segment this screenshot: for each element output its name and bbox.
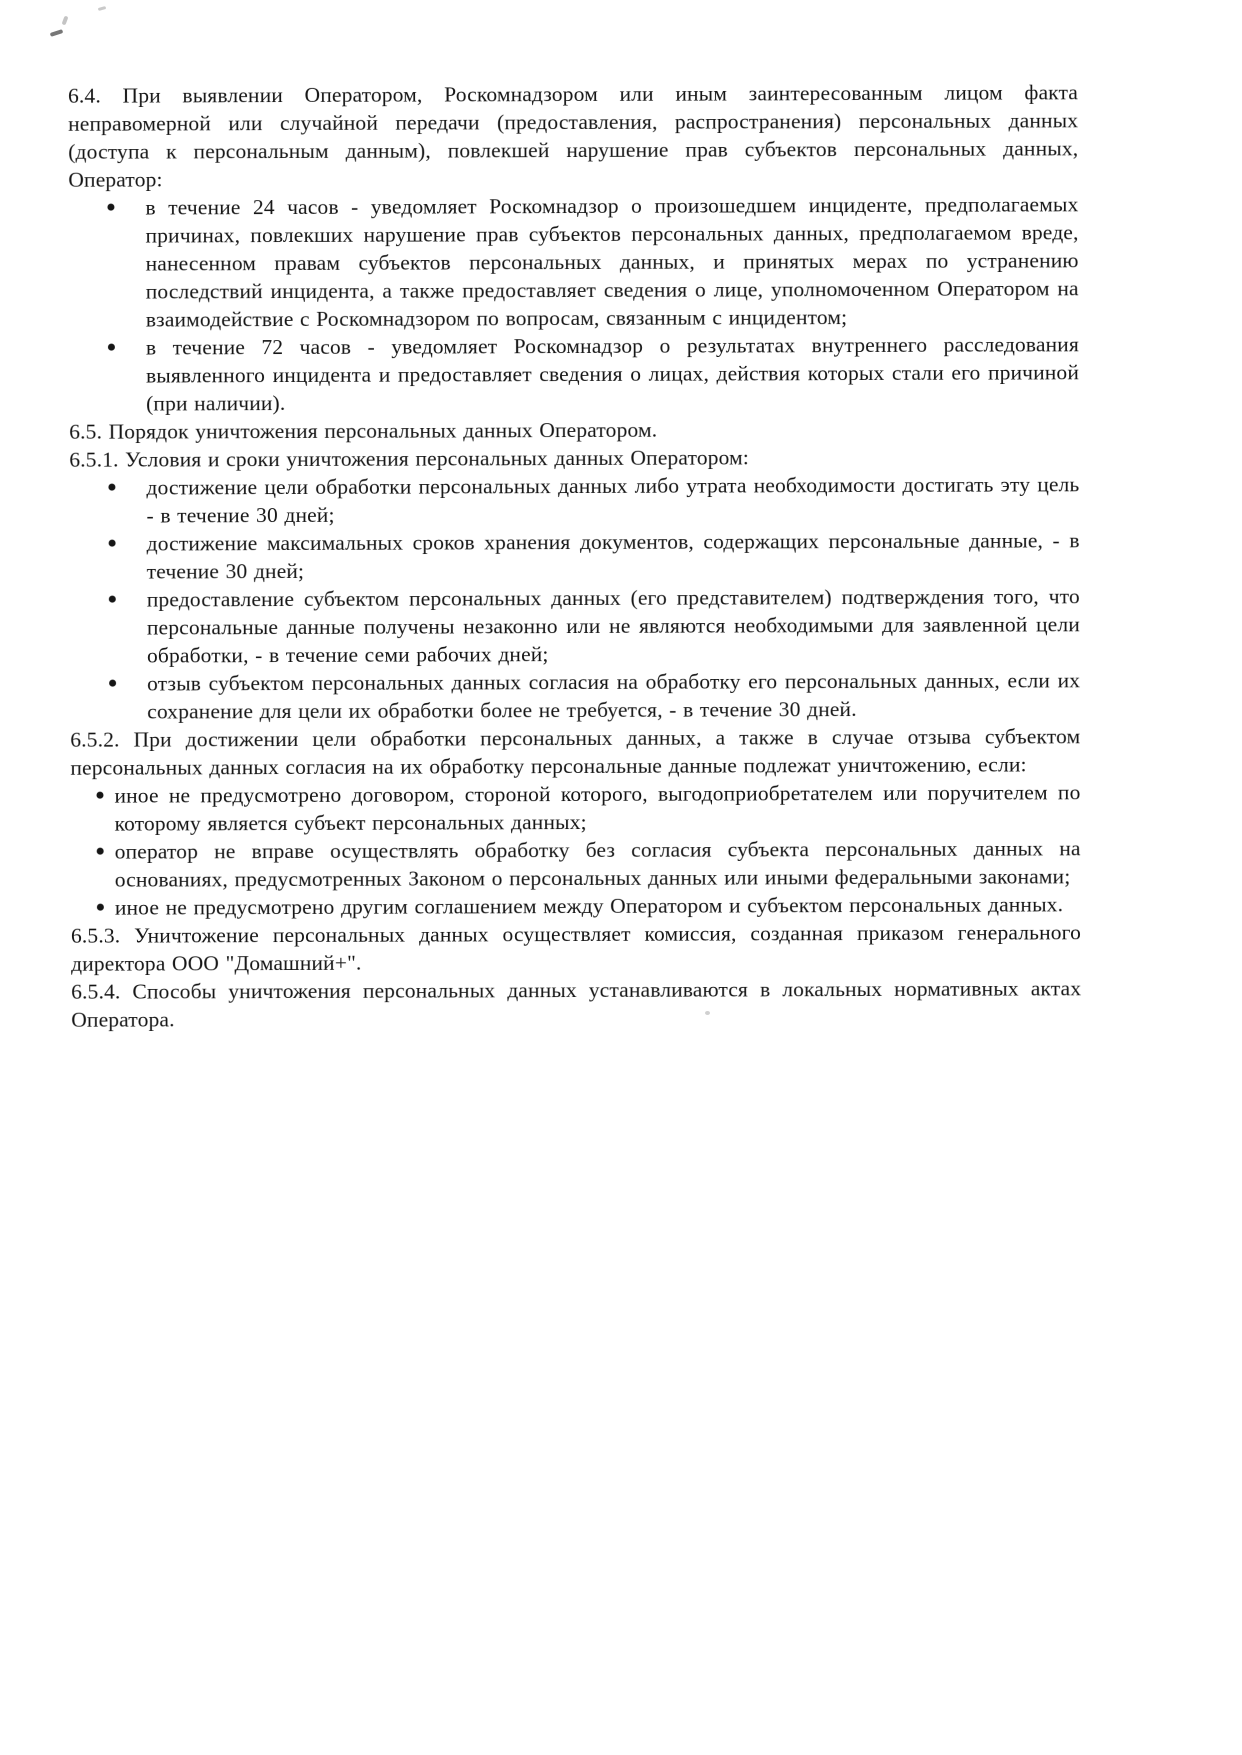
clause-6-5-2-bullets xyxy=(70,778,1080,922)
clause-6-5-2: 6.5.2. При достижении цели обработки персональных данных, а также в случае отзыва субъектом персональных данных согласия на их обработку персональные данные подлежат уничтожению, если: xyxy=(70,724,1081,780)
scan-speck-icon xyxy=(98,6,107,11)
clause-6-4-bullets xyxy=(68,190,1079,418)
bullet-item: иное не предусмотрено другим соглашением между Оператором и субъектом персональных данных. xyxy=(115,890,1081,921)
bullet-item: иное не предусмотрено договором, стороной которого, выгодоприобретателем или поручителем по которому является субъект персональных данных; xyxy=(114,780,1081,836)
clause-6-5-3: 6.5.3. Уничтожение персональных данных осуществляет комиссия, созданная приказом генерального директора ООО "Домашний+". xyxy=(70,920,1082,976)
clause-6-5-1: 6.5.1. Условия и сроки уничтожения персональных данных Оператором: xyxy=(69,445,749,472)
bullet-item: в течение 72 часов - уведомляет Роскомнадзор о результатах внутреннего расследования выявленного инцидента и предоставляет сведения о лицах, действия которых стали его причиной (при наличии). xyxy=(145,332,1080,416)
bullet-item: предоставление субъектом персональных данных (его представителем) подтверждения того, что персональные данные получены незаконно или не являются необходимыми для заявленной цели обработки, - в течение семи рабочих дней; xyxy=(146,584,1080,668)
bullet-item: достижение цели обработки персональных данных либо утрата необходимости достигать эту цель - в течение 30 дней; xyxy=(146,472,1080,528)
clause-6-5-4: 6.5.4. Способы уничтожения персональных данных устанавливаются в локальных нормативных актах Оператора. xyxy=(71,976,1082,1032)
scan-speck-icon xyxy=(62,16,69,26)
clause-6-4: 6.4. При выявлении Оператором, Роскомнадзором или иным заинтересованным лицом факта неправомерной или случайной передачи (предоставления, распространения) персональных данных (доступа к персональным данным), повлекшей нарушение прав субъектов персональных данных, Оператор: xyxy=(68,80,1079,192)
clause-6-5-1-bullets xyxy=(69,470,1080,726)
clause-6-5: 6.5. Порядок уничтожения персональных данных Оператором. xyxy=(69,417,658,444)
document-content xyxy=(68,78,1081,1034)
bullet-item: отзыв субъектом персональных данных согласия на обработку его персональных данных, если их сохранение для цели их обработки более не требуется, - в течение 30 дней. xyxy=(147,668,1081,724)
scan-speck-icon xyxy=(50,29,64,37)
bullet-item: в течение 24 часов - уведомляет Роскомнадзор о произошедшем инциденте, предполагаемых причинах, повлекших нарушение прав субъектов персональных данных, предполагаемом вреде, нанесенном правам субъектов персональных данных, и принятых мерах по устранению последствий инцидента, а также предоставляет сведения о лице, уполномоченном Оператором на взаимодействие с Роскомнадзором по вопросам, связанным с инцидентом; xyxy=(145,192,1079,332)
bullet-item: оператор не вправе осуществлять обработку без согласия субъекта персональных данных на основаниях, предусмотренных Законом о персональных данных или иными федеральными законами; xyxy=(114,836,1081,892)
scan-tilt-layer xyxy=(68,78,1081,1034)
bullet-item: достижение максимальных сроков хранения документов, содержащих персональные данные, - в течение 30 дней; xyxy=(146,528,1080,584)
